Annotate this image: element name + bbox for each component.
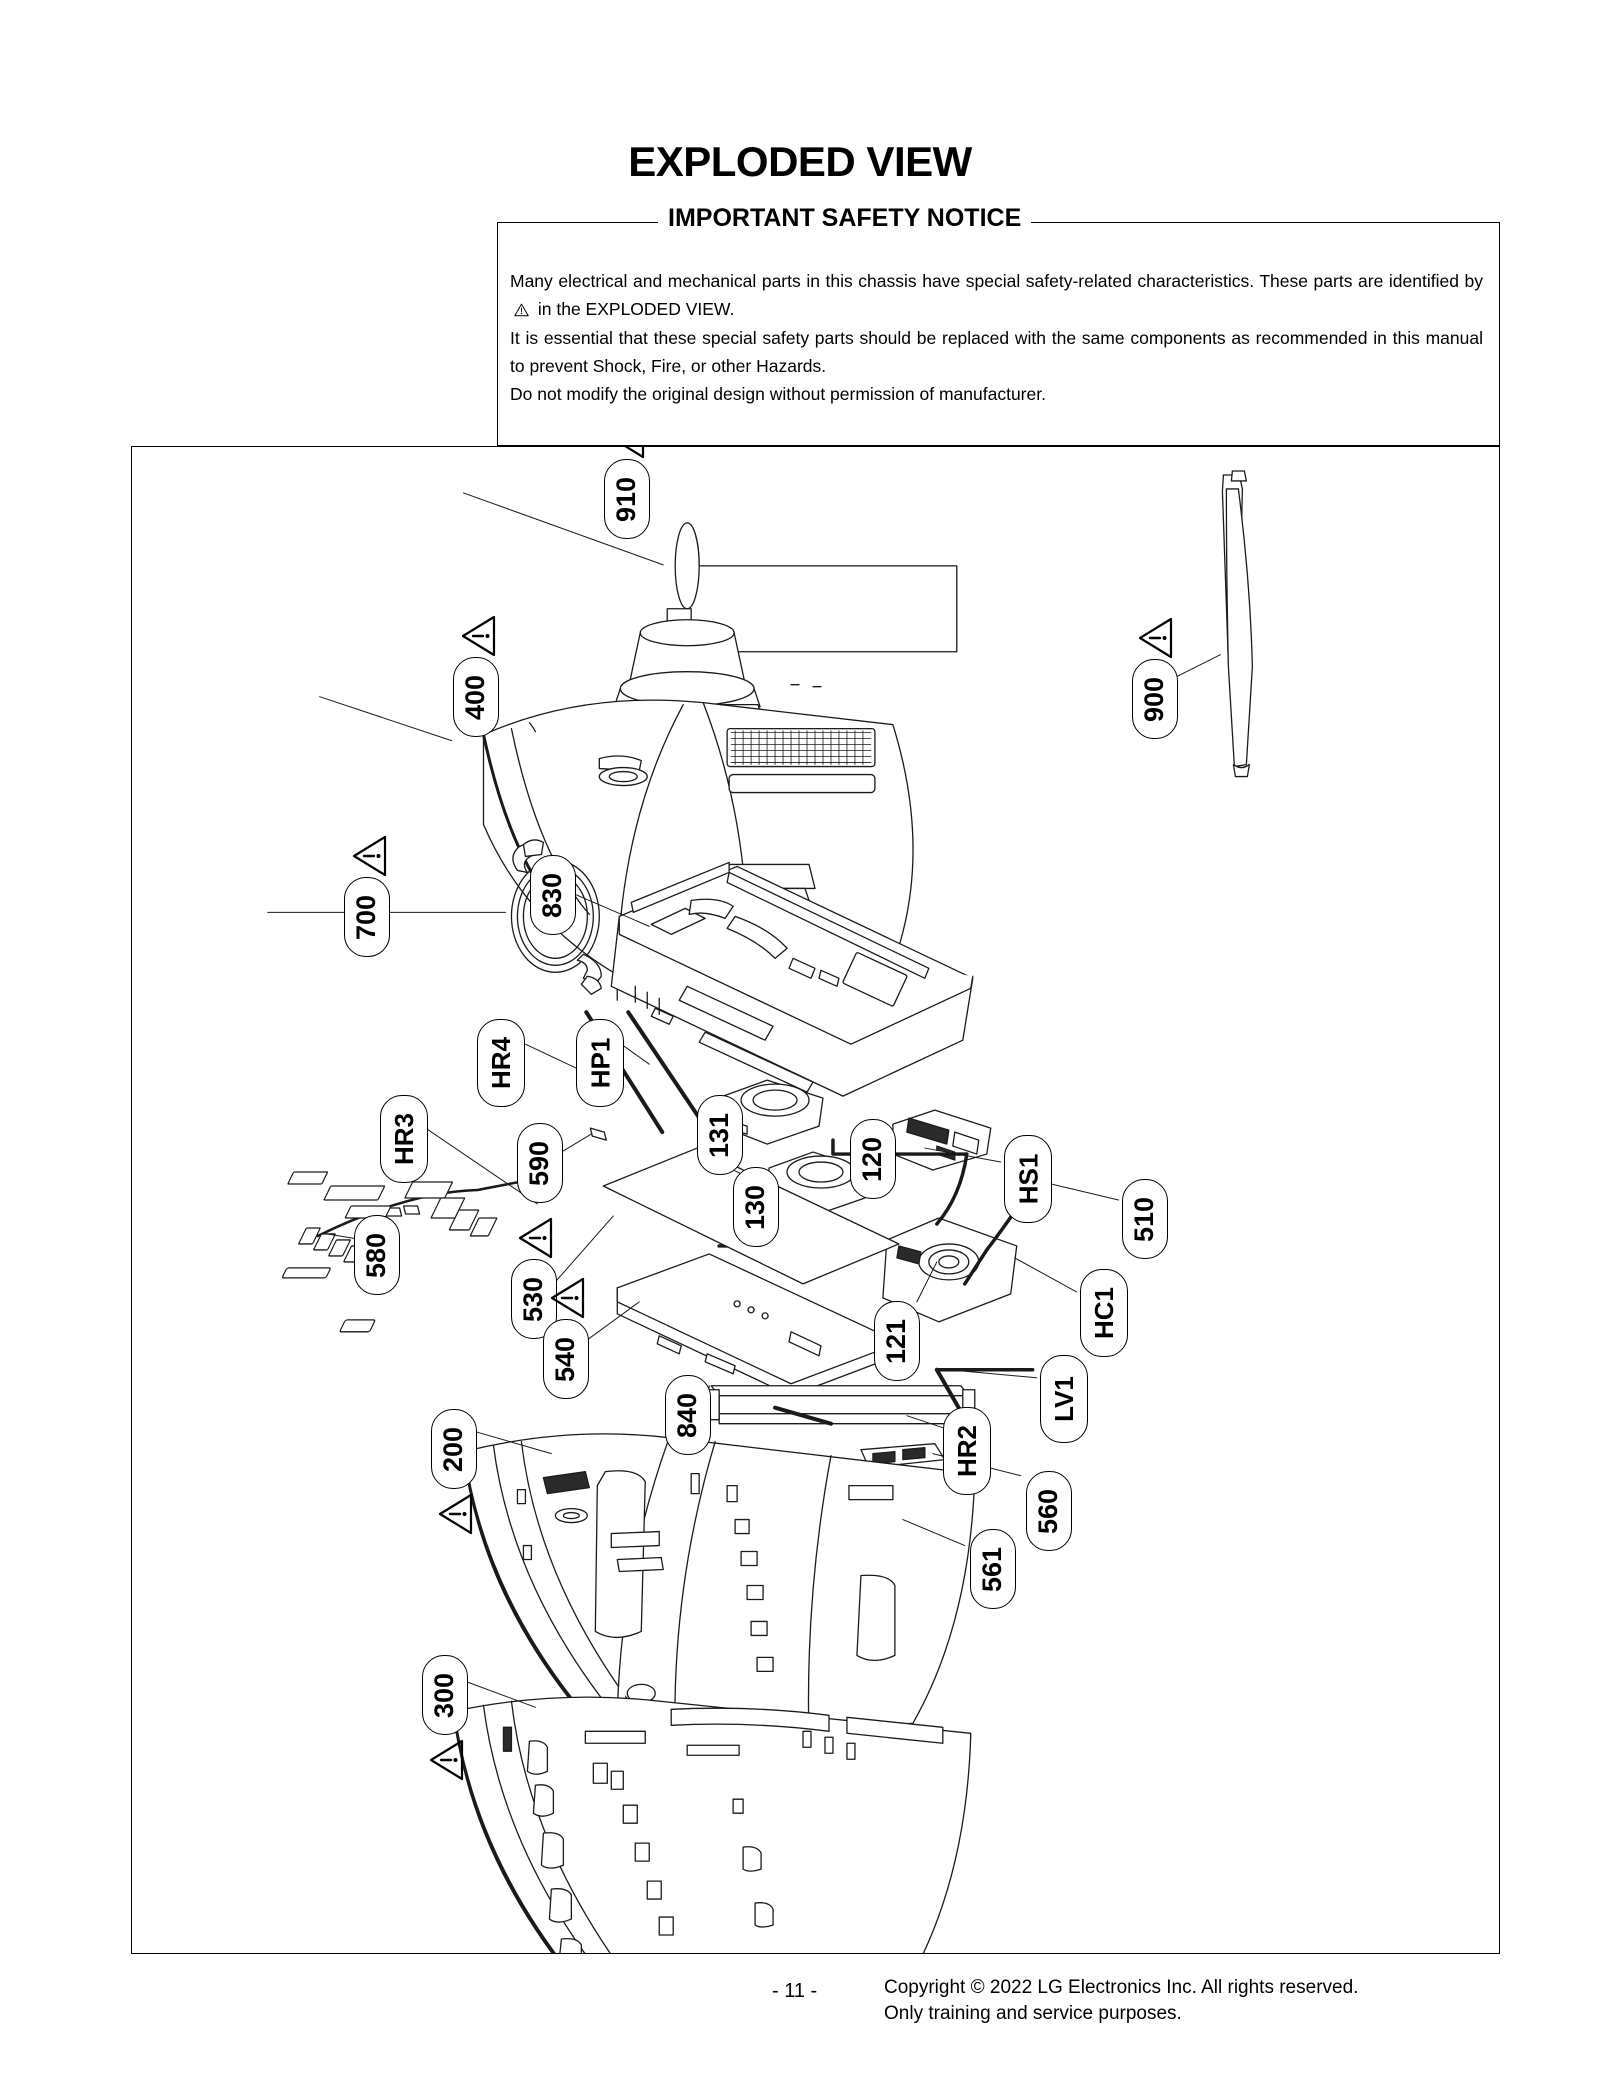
part-callout-label: 510	[1129, 1196, 1160, 1242]
part-callout-120[interactable]	[850, 1119, 896, 1199]
safety-warning-triangle-900	[1134, 619, 1178, 657]
part-callout-label: HR4	[486, 1036, 517, 1090]
part-callout-label: HP1	[585, 1037, 616, 1089]
part-callout-label: 900	[1139, 676, 1170, 722]
part-callout-HR3[interactable]	[380, 1095, 428, 1183]
part-callout-label: 300	[429, 1672, 460, 1718]
part-callout-HR2[interactable]	[943, 1407, 991, 1495]
part-callout-label: 120	[857, 1136, 888, 1182]
safety-notice-paragraph-1	[510, 267, 1483, 324]
part-callout-label: 590	[524, 1140, 555, 1186]
safety-warning-triangle-530	[514, 1219, 558, 1257]
part-callout-label: 200	[438, 1426, 469, 1472]
safety-warning-triangle-700	[348, 837, 392, 875]
part-callout-label: HS1	[1013, 1153, 1044, 1205]
part-callout-label: 131	[704, 1112, 735, 1158]
part-callout-label: 700	[351, 894, 382, 940]
safety-notice-paragraph-3: Do not modify the original design without permission of manufacturer.	[510, 384, 1046, 405]
part-callout-label: LV1	[1048, 1376, 1079, 1422]
part-callout-label: 530	[518, 1276, 549, 1322]
part-callout-580[interactable]	[354, 1215, 400, 1295]
part-callout-LV1[interactable]	[1040, 1355, 1088, 1443]
part-callout-label: 540	[550, 1336, 581, 1382]
part-callout-label: 830	[537, 872, 568, 918]
part-callout-510[interactable]	[1122, 1179, 1168, 1259]
part-callout-HP1[interactable]	[576, 1019, 624, 1107]
safety-notice-text-1a: Many electrical and mechanical parts in this chassis have special safety-related characteristics. These parts are identified by	[510, 271, 1483, 291]
part-callout-121[interactable]	[874, 1301, 920, 1381]
safety-warning-triangle-300	[425, 1741, 469, 1779]
diagram-canvas	[132, 447, 1499, 1953]
part-callout-400[interactable]	[453, 657, 499, 737]
part-callout-910[interactable]	[604, 459, 650, 539]
warning-triangle-icon	[514, 303, 529, 317]
part-callout-830[interactable]	[530, 855, 576, 935]
page-number: - 11 -	[772, 1980, 818, 2002]
part-callout-130[interactable]	[733, 1167, 779, 1247]
part-callout-label: 840	[672, 1392, 703, 1438]
part-callout-840[interactable]	[665, 1375, 711, 1455]
part-callout-label: 910	[611, 476, 642, 522]
safety-notice-paragraph-2: It is essential that these special safety parts should be replaced with the same components as recommended in this manual to prevent Shock, Fire, or other Hazards.	[510, 327, 1483, 377]
part-callout-label: 400	[460, 674, 491, 720]
part-callout-540[interactable]	[543, 1319, 589, 1399]
part-callout-label: 560	[1033, 1488, 1064, 1534]
part-callout-900[interactable]	[1132, 659, 1178, 739]
safety-warning-triangle-200	[434, 1495, 478, 1533]
important-safety-notice-box	[497, 204, 1500, 446]
part-callout-label: 130	[740, 1184, 771, 1230]
safety-notice-text-1b: in the EXPLODED VIEW.	[537, 299, 735, 320]
safety-warning-triangle-400	[457, 617, 501, 655]
part-callout-label: HR2	[952, 1424, 983, 1478]
safety-warning-triangle-540	[546, 1279, 590, 1317]
part-callout-label: 561	[977, 1546, 1008, 1592]
part-callout-560[interactable]	[1026, 1471, 1072, 1551]
safety-warning-triangle-910	[606, 446, 650, 457]
copyright-block	[884, 1975, 1358, 2026]
part-callout-label: HR3	[389, 1112, 420, 1166]
part-callout-label: 121	[881, 1318, 912, 1364]
page-title: EXPLODED VIEW	[628, 138, 972, 185]
part-callout-300[interactable]	[422, 1655, 468, 1735]
safety-notice-body	[510, 267, 1483, 409]
copyright-line-2: Only training and service purposes.	[884, 2002, 1182, 2024]
copyright-line-1: Copyright © 2022 LG Electronics Inc. All rights reserved.	[884, 1977, 1359, 1998]
part-callout-131[interactable]	[697, 1095, 743, 1175]
part-callout-700[interactable]	[344, 877, 390, 957]
exploded-view-diagram	[131, 446, 1500, 1954]
part-callout-label: 580	[361, 1232, 392, 1278]
part-callout-HR4[interactable]	[477, 1019, 525, 1107]
part-callout-HS1[interactable]	[1004, 1135, 1052, 1223]
safety-notice-heading: IMPORTANT SAFETY NOTICE	[658, 204, 1031, 233]
diagram-artwork	[132, 447, 1499, 1953]
part-callout-561[interactable]	[970, 1529, 1016, 1609]
part-callout-HC1[interactable]	[1080, 1269, 1128, 1357]
part-callout-200[interactable]	[431, 1409, 477, 1489]
part-callout-label: HC1	[1089, 1286, 1120, 1340]
part-callout-590[interactable]	[517, 1123, 563, 1203]
